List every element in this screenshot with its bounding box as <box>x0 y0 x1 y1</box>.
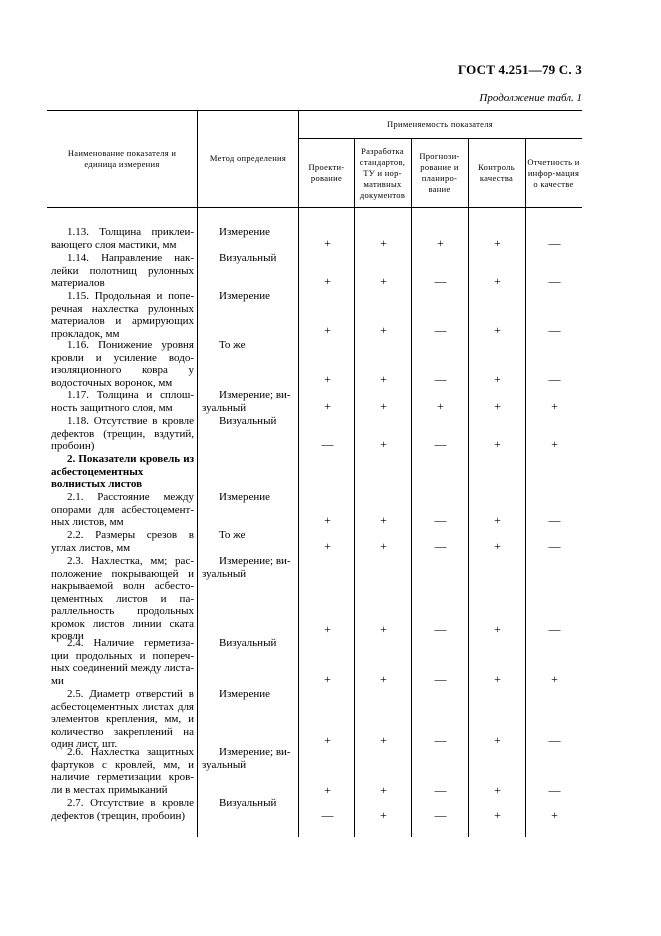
row-name-text: 2.5. Диаметр отверстий в асбестоцементных листах для элементов крепления, мм, и количество закреплений на один лист, шт. <box>51 688 194 750</box>
applicability-mark: + <box>380 783 387 797</box>
row-name-text: 1.14. Направление нак-лейки полотнищ рулонных материалов <box>51 252 194 289</box>
row-name <box>51 797 194 822</box>
applicability-mark: — <box>434 783 447 797</box>
applicability-mark: — <box>434 808 447 822</box>
row-name-text: 2.4. Наличие герметиза-ции продольных и попереч-ных соединений между листа-ми <box>51 637 194 687</box>
applicability-mark: + <box>324 539 331 553</box>
applicability-mark: + <box>551 399 558 413</box>
row-name <box>51 529 194 554</box>
applicability-mark: — <box>434 733 447 747</box>
applicability-mark: — <box>548 622 561 636</box>
applicability-mark: + <box>494 274 501 288</box>
applicability-mark: + <box>380 672 387 686</box>
applicability-mark: + <box>380 733 387 747</box>
applicability-mark: + <box>494 539 501 553</box>
row-name <box>51 637 194 687</box>
applicability-mark: + <box>494 733 501 747</box>
applicability-mark: — <box>434 622 447 636</box>
applicability-mark: — <box>548 783 561 797</box>
row-name-text: 1.18. Отсутствие в кровле дефектов (трещин, вздутий, пробоин) <box>51 415 194 452</box>
applicability-mark: + <box>551 437 558 451</box>
table-header-bottom-rule <box>47 207 582 208</box>
applicability-mark: — <box>548 236 561 250</box>
row-method-text: Визуальный <box>219 252 277 264</box>
applicability-mark: + <box>551 672 558 686</box>
row-name <box>51 555 194 643</box>
applicability-mark: — <box>548 539 561 553</box>
applicability-mark: — <box>548 323 561 337</box>
applicability-mark: + <box>380 372 387 386</box>
applicability-mark: + <box>324 323 331 337</box>
applicability-mark: + <box>380 808 387 822</box>
applicability-mark: + <box>380 622 387 636</box>
row-method <box>202 529 296 542</box>
applicability-mark: — <box>434 372 447 386</box>
applicability-mark: + <box>380 437 387 451</box>
applicability-mark: + <box>380 539 387 553</box>
applicability-mark: — <box>434 274 447 288</box>
row-name-text: 1.15. Продольная и попе-речная нахлестка рулонных материалов и армирующих прокладок, мм <box>51 290 194 340</box>
applicability-mark: — <box>321 437 334 451</box>
row-method-text: Визуальный <box>219 637 277 649</box>
row-name-text: 2.3. Нахлестка, мм; рас-положение покрывающей и накрываемой волн асбесто-цементных листов и па-раллельность продольных кромок листов линии ската кровли <box>51 555 194 642</box>
row-name <box>51 252 194 290</box>
applicability-mark: + <box>494 513 501 527</box>
applicability-mark: + <box>494 672 501 686</box>
row-method <box>202 252 296 265</box>
header-method-column: Метод определения <box>209 153 287 163</box>
row-name-text: 2.1. Расстояние между опорами для асбестоцемент-ных листов, мм <box>51 491 194 528</box>
applicability-mark: + <box>380 274 387 288</box>
row-method <box>202 688 296 701</box>
row-method-text: Измерение; ви-зуальный <box>202 389 291 414</box>
row-method-text: Измерение <box>219 290 271 302</box>
applicability-mark: + <box>324 513 331 527</box>
row-method-text: Измерение <box>219 688 271 700</box>
applicability-mark: + <box>494 236 501 250</box>
applicability-mark: + <box>324 399 331 413</box>
row-name <box>51 389 194 414</box>
row-method <box>202 637 296 650</box>
applicability-mark: — <box>548 733 561 747</box>
applicability-mark: + <box>494 622 501 636</box>
applicability-mark: + <box>324 622 331 636</box>
applicability-mark: + <box>380 399 387 413</box>
applicability-mark: — <box>548 513 561 527</box>
header-applicability-group: Применяемость показателя <box>387 118 493 129</box>
page-header: ГОСТ 4.251—79 С. 3 <box>457 62 582 77</box>
applicability-mark: — <box>434 513 447 527</box>
applicability-mark: + <box>324 372 331 386</box>
header-design: Проекти-рование <box>308 162 345 183</box>
applicability-mark: — <box>434 672 447 686</box>
row-name-text: 2. Показатели кровель из асбестоцементных волнистых листов <box>51 453 194 490</box>
row-name <box>51 226 194 251</box>
row-method <box>202 415 296 428</box>
applicability-mark: + <box>324 783 331 797</box>
applicability-mark: + <box>380 236 387 250</box>
applicability-mark: + <box>380 323 387 337</box>
row-name-text: 2.2. Размеры срезов в углах листов, мм <box>51 529 194 554</box>
applicability-mark: + <box>324 274 331 288</box>
applicability-mark: + <box>324 733 331 747</box>
row-name <box>51 290 194 340</box>
row-method <box>202 746 296 771</box>
header-name-column: Наименование показателя и единица измерения <box>67 147 177 169</box>
applicability-mark: — <box>548 274 561 288</box>
applicability-mark: + <box>551 808 558 822</box>
row-name-text: 1.13. Толщина приклеи-вающего слоя мастики, мм <box>51 226 194 251</box>
applicability-mark: + <box>494 323 501 337</box>
row-name <box>51 491 194 529</box>
applicability-mark: + <box>494 808 501 822</box>
row-name-text: 1.16. Понижение уровня кровли и усиление водо-изоляционного ковра у водосточных воронок, мм <box>51 339 194 389</box>
applicability-mark: + <box>494 437 501 451</box>
applicability-mark: + <box>494 783 501 797</box>
row-method-text: Измерение <box>219 226 271 238</box>
row-name <box>51 746 194 796</box>
row-method-text: Измерение; ви-зуальный <box>202 746 291 771</box>
row-method <box>202 226 296 239</box>
row-name <box>51 453 194 491</box>
row-method-text: Визуальный <box>219 797 277 809</box>
row-method-text: Визуальный <box>219 415 277 427</box>
applicability-mark: — <box>548 372 561 386</box>
row-method-text: То же <box>219 339 246 351</box>
header-reporting: Отчетность и инфор-мация о качестве <box>527 156 580 189</box>
column-divider <box>197 110 198 837</box>
applicability-mark: + <box>437 399 444 413</box>
row-method <box>202 290 296 303</box>
row-method-text: То же <box>219 529 246 541</box>
header-quality-control: Контроль качества <box>478 162 515 183</box>
row-method <box>202 389 296 414</box>
applicability-mark: + <box>324 236 331 250</box>
row-name <box>51 339 194 389</box>
row-method-text: Измерение <box>219 491 271 503</box>
applicability-mark: — <box>434 437 447 451</box>
row-name <box>51 688 194 751</box>
row-method <box>202 491 296 504</box>
applicability-mark: + <box>437 236 444 250</box>
row-name-text: 2.6. Нахлестка защитных фартуков с кровлей, мм, и наличие герметизации кров-ли в местах примыканий <box>51 746 194 796</box>
applicability-mark: + <box>494 399 501 413</box>
row-name <box>51 415 194 453</box>
applicability-mark: — <box>321 808 334 822</box>
row-name-text: 1.17. Толщина и сплош-ность защитного слоя, мм <box>51 389 194 414</box>
applicability-mark: + <box>494 372 501 386</box>
header-forecasting: Прогнози-рование и планиро-вание <box>419 151 460 194</box>
row-method <box>202 339 296 352</box>
applicability-mark: + <box>324 672 331 686</box>
row-name-text: 2.7. Отсутствие в кровле дефектов (трещин, пробоин) <box>51 797 194 822</box>
row-method-text: Измерение; ви-зуальный <box>202 555 291 580</box>
row-method <box>202 797 296 810</box>
continuation-label: Продолжение табл. 1 <box>479 92 582 104</box>
applicability-mark: — <box>434 539 447 553</box>
applicability-mark: — <box>434 323 447 337</box>
row-method <box>202 555 296 580</box>
applicability-mark: + <box>380 513 387 527</box>
column-divider <box>298 110 299 837</box>
header-standards: Разработка стандартов, ТУ и нор-мативных документов <box>359 145 406 200</box>
